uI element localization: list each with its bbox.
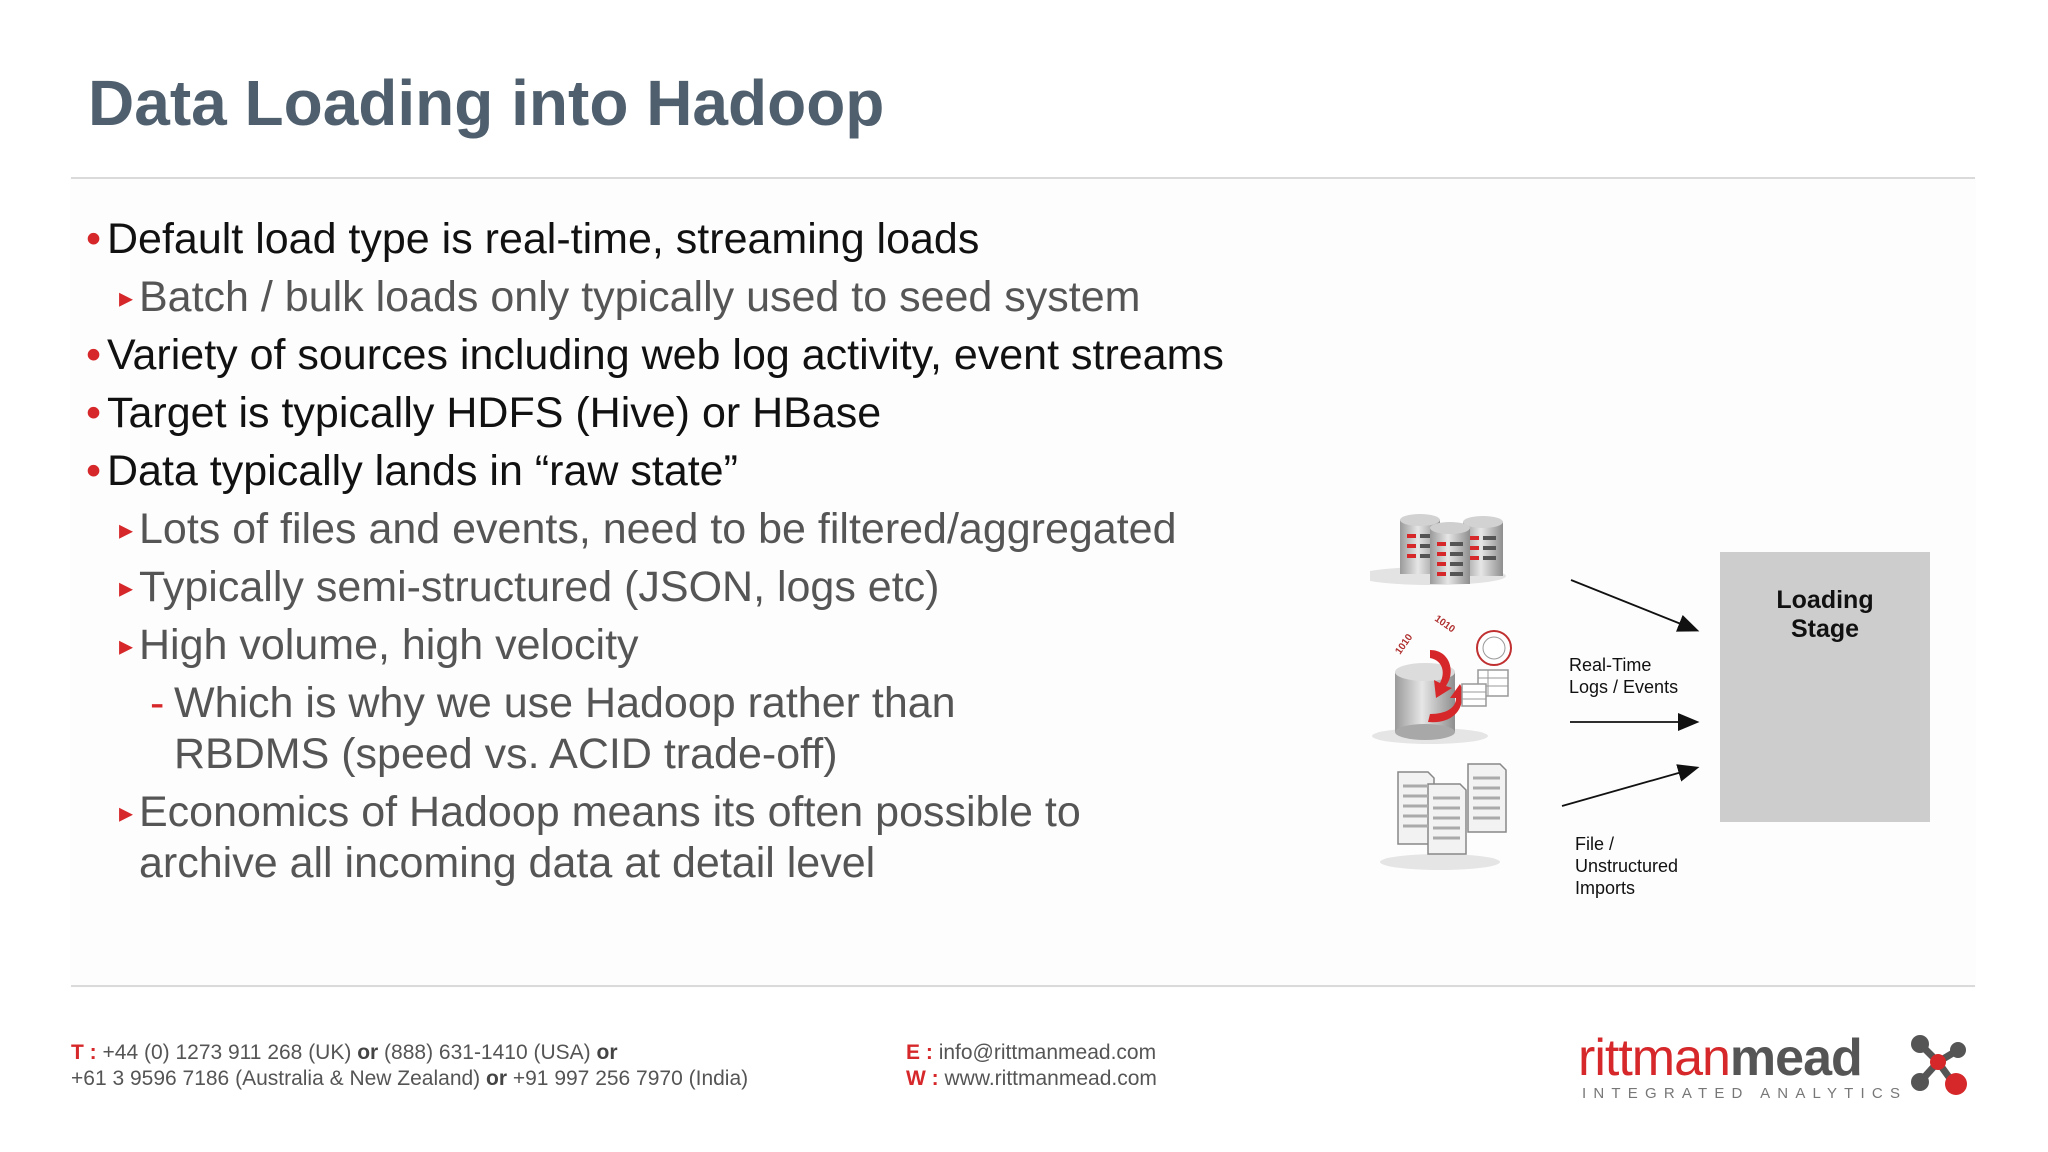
title-divider	[71, 177, 1975, 179]
loading-stage-label: Loading Stage	[1776, 586, 1874, 643]
svg-text:1010: 1010	[1393, 632, 1416, 657]
bullet-dot-icon: •	[86, 331, 102, 379]
database-servers-icon	[1370, 514, 1506, 585]
footer-web-block	[906, 1040, 1157, 1092]
slide-title: Data Loading into Hadoop	[88, 67, 885, 139]
loading-diagram	[1370, 500, 1950, 920]
bullet-dot-icon: •	[86, 215, 102, 263]
bullet-dot-icon: •	[86, 447, 102, 495]
bullet-arrow-icon: ▸	[119, 630, 134, 661]
sub-bullet-item: ▸ Batch / bulk loads only typically used to seed system	[119, 273, 1141, 321]
bullet-item: • Variety of sources including web log activity, event streams	[86, 331, 1224, 379]
bullet-item: • Default load type is real-time, streaming loads	[86, 215, 980, 263]
loading-stage-box	[1720, 552, 1930, 822]
footer-divider	[71, 985, 1975, 987]
bullet-arrow-icon: ▸	[119, 572, 134, 603]
bullet-dash-icon: -	[150, 679, 165, 727]
email-key: E :	[906, 1041, 933, 1064]
sub-sub-bullet-item: - Which is why we use Hadoop rather than RBDMS (speed vs. ACID trade-off)	[150, 679, 956, 778]
sub-bullet-item: ▸ High volume, high velocity	[119, 621, 639, 669]
sub-bullet-item: ▸ Lots of files and events, need to be filtered/aggregated	[119, 505, 1177, 553]
bullet-dot-icon: •	[86, 389, 102, 437]
database-binary-icon	[1372, 613, 1511, 744]
logo-molecule-icon	[1904, 1030, 1976, 1100]
phone-aus: +61 3 9596 7186 (Australia & New Zealand)	[71, 1067, 481, 1090]
bullet-item: • Data typically lands in “raw state”	[86, 447, 738, 495]
phone-uk: +44 (0) 1273 911 268 (UK)	[102, 1041, 352, 1064]
logo-tagline: INTEGRATED ANALYTICS	[1582, 1085, 1908, 1102]
phone-india: +91 997 256 7970 (India)	[512, 1067, 749, 1090]
logo-wordmark: rittmanmead	[1578, 1029, 1862, 1087]
web-key: W :	[906, 1067, 939, 1090]
bullet-list	[86, 214, 1416, 889]
sub-bullet-item: ▸ Typically semi-structured (JSON, logs etc)	[119, 563, 940, 611]
website-link[interactable]: www.rittmanmead.com	[944, 1067, 1157, 1090]
arrow-bottom	[1562, 768, 1696, 806]
svg-text:1010: 1010	[1432, 613, 1457, 636]
file-imports-label: File / Unstructured Imports	[1575, 834, 1679, 898]
realtime-label: Real-Time Logs / Events	[1569, 655, 1679, 697]
documents-icon	[1380, 764, 1506, 870]
bullet-arrow-icon: ▸	[119, 797, 134, 828]
phone-key: T :	[71, 1041, 97, 1064]
phone-usa: (888) 631-1410 (USA)	[384, 1041, 591, 1064]
bullet-item: • Target is typically HDFS (Hive) or HBase	[86, 389, 882, 437]
rittmanmead-logo	[1578, 1030, 1978, 1100]
bullet-arrow-icon: ▸	[119, 282, 134, 313]
footer-phone-block: T : +44 (0) 1273 911 268 (UK) or (888) 631-1410 (USA) or +61 3 9596 7186 (Australia & New Zealand) or +91 997 256 7970 (India)	[71, 1041, 749, 1090]
arrow-top	[1571, 580, 1696, 630]
email-link[interactable]: info@rittmanmead.com	[938, 1041, 1157, 1064]
sub-bullet-item: ▸ Economics of Hadoop means its often possible to archive all incoming data at detail level	[119, 788, 1081, 887]
bullet-arrow-icon: ▸	[119, 514, 134, 545]
